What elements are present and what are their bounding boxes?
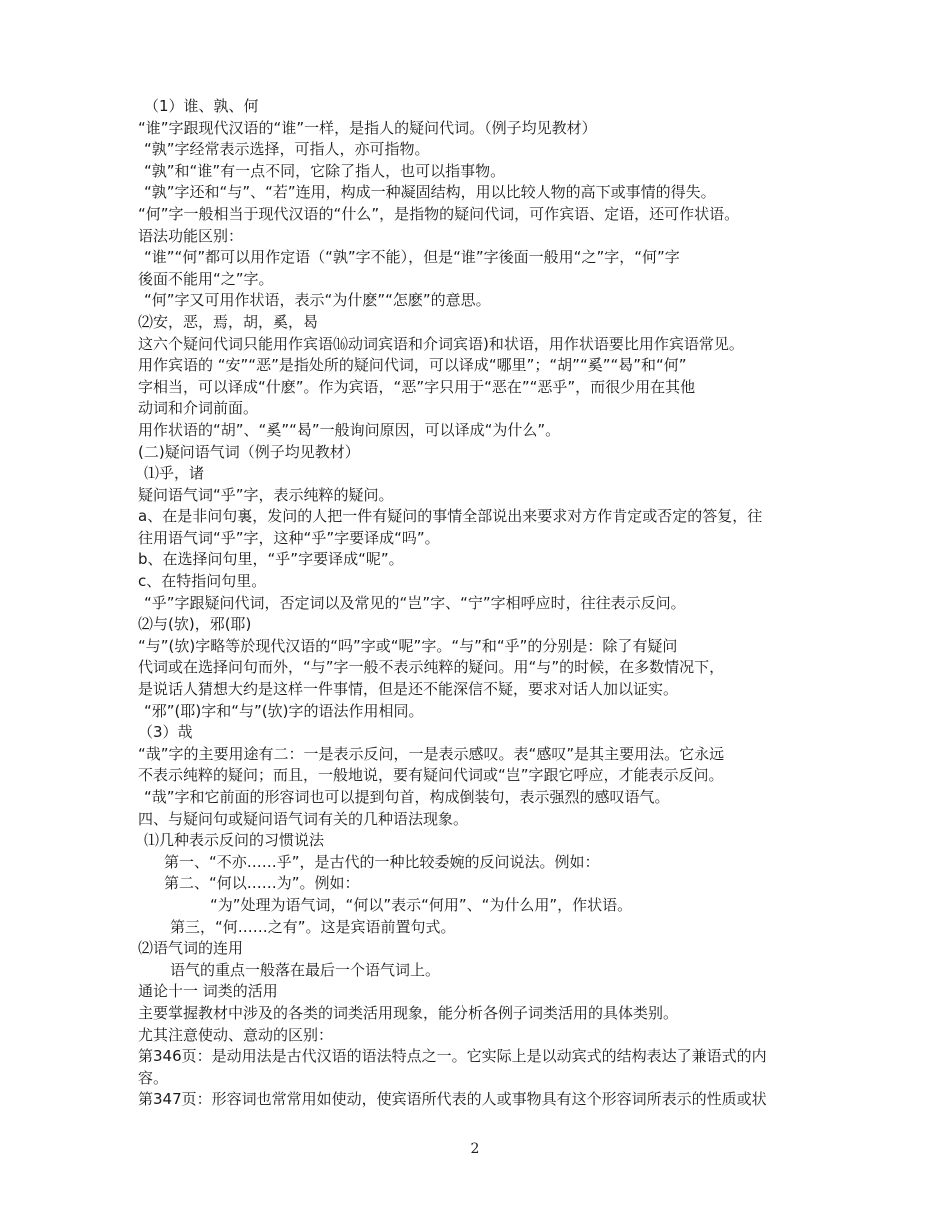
page-number: 2 xyxy=(470,1141,480,1157)
text-line: “孰”和“谁”有一点不同，它除了指人，也可以指事物。 xyxy=(144,161,506,180)
text-line: 动词和介词前面。 xyxy=(138,399,259,418)
section-heading: 四、与疑问句或疑问语气词有关的几种语法现象。 xyxy=(138,809,469,828)
text-line: 容。 xyxy=(138,1068,169,1087)
text-line: “为”处理为语气词，“何以”表示“何用”、“为什么用”，作状语。 xyxy=(210,895,633,914)
section-heading: （1）谁、孰、何 xyxy=(144,97,259,115)
text-line: 後面不能用“之”字。 xyxy=(138,269,274,288)
text-line: 第一、“不亦……乎”，是古代的一种比较委婉的反问说法。例如： xyxy=(164,852,600,871)
text-line: “哉”字的主要用途有二：一是表示反问，一是表示感叹。表“感叹”是其主要用法。它永远 xyxy=(138,744,725,763)
text-line: 疑问语气词“乎”字，表示纯粹的疑问。 xyxy=(138,485,394,504)
text-line: “邪”(耶)字和“与”(欤)字的语法作用相同。 xyxy=(144,701,424,720)
text-line: a、在是非问句裏，发问的人把一件有疑问的事情全部说出来要求对方作肯定或否定的答复，往 xyxy=(138,507,763,526)
section-heading: ⑵语气词的连用 xyxy=(138,939,244,958)
section-heading: ⑴几种表示反问的习惯说法 xyxy=(144,831,325,850)
text-line: 第二、“何以……为”。例如： xyxy=(164,874,360,893)
text-line: 语气的重点一般落在最后一个语气词上。 xyxy=(170,960,441,979)
text-line: 用作状语的“胡”、“奚”“曷”一般询问原因，可以译成“为什么”。 xyxy=(138,420,561,439)
section-heading: (二)疑问语气词（例子均见教材） xyxy=(138,442,360,461)
section-heading: ⑴乎，诸 xyxy=(144,464,205,483)
section-heading: （3）哉 xyxy=(138,723,193,742)
text-line: 往用语气词“乎”字，这种“乎”字要译成“吗”。 xyxy=(138,528,440,547)
text-line: 这六个疑问代词只能用作宾语⒃动词宾语和介词宾语)和状语，用作状语要比用作宾语常见。 xyxy=(138,334,744,353)
text-line: 用作宾语的 “安”“恶”是指处所的疑问代词，可以译成“哪里”；“胡”“奚”“曷”和“何” xyxy=(138,356,687,375)
text-line: 第三，“何……之有”。这是宾语前置句式。 xyxy=(170,917,456,936)
text-line: “乎”字跟疑问代词，否定词以及常见的“岂”字、“宁”字相呼应时，往往表示反问。 xyxy=(144,593,686,612)
text-line: 不表示纯粹的疑问；而且，一般地说，要有疑问代词或“岂”字跟它呼应，才能表示反问。 xyxy=(138,766,724,785)
text-line: 第346页：是动用法是古代汉语的语法特点之一。它实际上是以动宾式的结构表达了兼语式的内 xyxy=(138,1047,767,1066)
text-line: “何”字又可用作状语，表示“为什麽”“怎麽”的意思。 xyxy=(144,291,491,310)
text-line: 是说话人猜想大约是这样一件事情，但是还不能深信不疑，要求对话人加以证实。 xyxy=(138,680,679,699)
document-body xyxy=(138,96,828,1111)
section-heading: 通论十一 词类的活用 xyxy=(138,982,278,1001)
text-line: 第347页：形容词也常常用如使动，使宾语所代表的人或事物具有这个形容词所表示的性质或状 xyxy=(138,1090,767,1109)
text-line: 语法功能区别： xyxy=(138,226,244,245)
text-line: “谁”字跟现代汉语的“谁”一样，是指人的疑问代词。（例子均见教材） xyxy=(138,118,597,137)
text-line: 主要掌握教材中涉及的各类的词类活用现象，能分析各例子词类活用的具体类别。 xyxy=(138,1003,679,1022)
text-line: c、在特指问句里。 xyxy=(138,572,267,591)
text-line: “哉”字和它前面的形容词也可以提到句首，构成倒装句，表示强烈的感叹语气。 xyxy=(144,788,670,806)
section-heading: ⑵安，恶，焉，胡，奚，曷 xyxy=(138,312,319,331)
text-line: “孰”字经常表示选择，可指人，亦可指物。 xyxy=(144,140,430,159)
text-line: “孰”字还和“与”、“若”连用，构成一种凝固结构，用以比较人物的高下或事情的得失。 xyxy=(144,183,716,202)
text-line: 尤其注意使动、意动的区别： xyxy=(138,1025,334,1044)
section-heading: ⑵与(欤)，邪(耶) xyxy=(138,615,252,634)
text-line: “谁”“何”都可以用作定语（“孰”字不能），但是“谁”字後面一般用“之”字，“何”字 xyxy=(144,248,680,267)
text-line: “何”字一般相当于现代汉语的“什么”，是指物的疑问代词，可作宾语、定语，还可作状语。 xyxy=(138,204,740,223)
text-line: b、在选择问句里，“乎”字要译成“呢”。 xyxy=(138,550,404,569)
text-line: “与”(欤)字略等於现代汉语的“吗”字或“呢”字。“与”和“乎”的分别是：除了有疑问 xyxy=(138,636,678,655)
text-line: 字相当，可以译成“什麽”。作为宾语，“恶”字只用于“恶在”“恶乎”，而很少用在其他 xyxy=(138,377,696,396)
text-line: 代词或在选择问句而外，“与”字一般不表示纯粹的疑问。用“与”的时候，在多数情况下， xyxy=(138,658,725,677)
